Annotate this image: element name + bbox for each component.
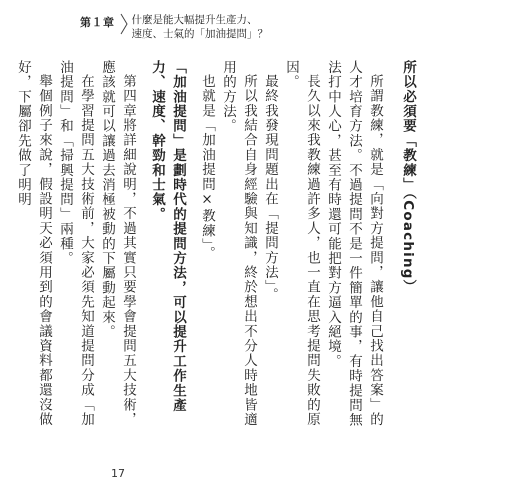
paragraph-9: 舉個例子來說，假設明天必須用到的會議資料都還沒做好，下屬卻先做了明明 — [15, 60, 52, 427]
page-number: 17 — [111, 467, 125, 480]
paragraph-4: 所以我結合自身經驗與知識，終於想出不分人時地皆適用的方法。 — [220, 60, 257, 427]
chapter-title-line-1: 什麼是能大幅提升生產力、 — [131, 14, 258, 26]
chevron-right-icon — [120, 13, 128, 35]
emphasis-paragraph: 「加油提問」是劃時代的提問方法，可以提升工作生產力、速度、幹勁和士氣。 — [149, 60, 186, 413]
paragraph-1: 所謂教練，就是「向對方提問，讓他自己找出答案」的人才培育方法。不過提問不是一件簡單的事，有時提問無法打中人心，甚至有時還可能把對方逼入絕境。 — [325, 60, 383, 428]
paragraph-2: 長久以來我教練過許多人，也一直在思考提問失敗的原因。 — [283, 60, 320, 427]
chapter-title — [132, 13, 269, 41]
paragraph-7: 第四章將詳細說明，不過其實只要學會提問五大技術，應該就可以讓過去消極被動的下屬動起來。 — [99, 60, 136, 427]
chapter-title-line-2: 速度、士氣的「加油提問」？ — [131, 28, 268, 40]
paragraph-5: 也就是「加油提問×教練」。 — [199, 73, 215, 261]
paragraph-3: 最終我發現問題出在「提問方法」。 — [262, 73, 278, 302]
running-header — [80, 13, 268, 41]
paragraph-8: 在學習提問五大技術前，大家必須先知道提問分成「加油提問」和「掃興提問」兩種。 — [57, 60, 94, 427]
section-heading: 所以必須要「教練」（Coaching） — [400, 60, 416, 295]
vertical-body-text — [15, 60, 418, 440]
chapter-label: 第１章 — [80, 16, 115, 29]
